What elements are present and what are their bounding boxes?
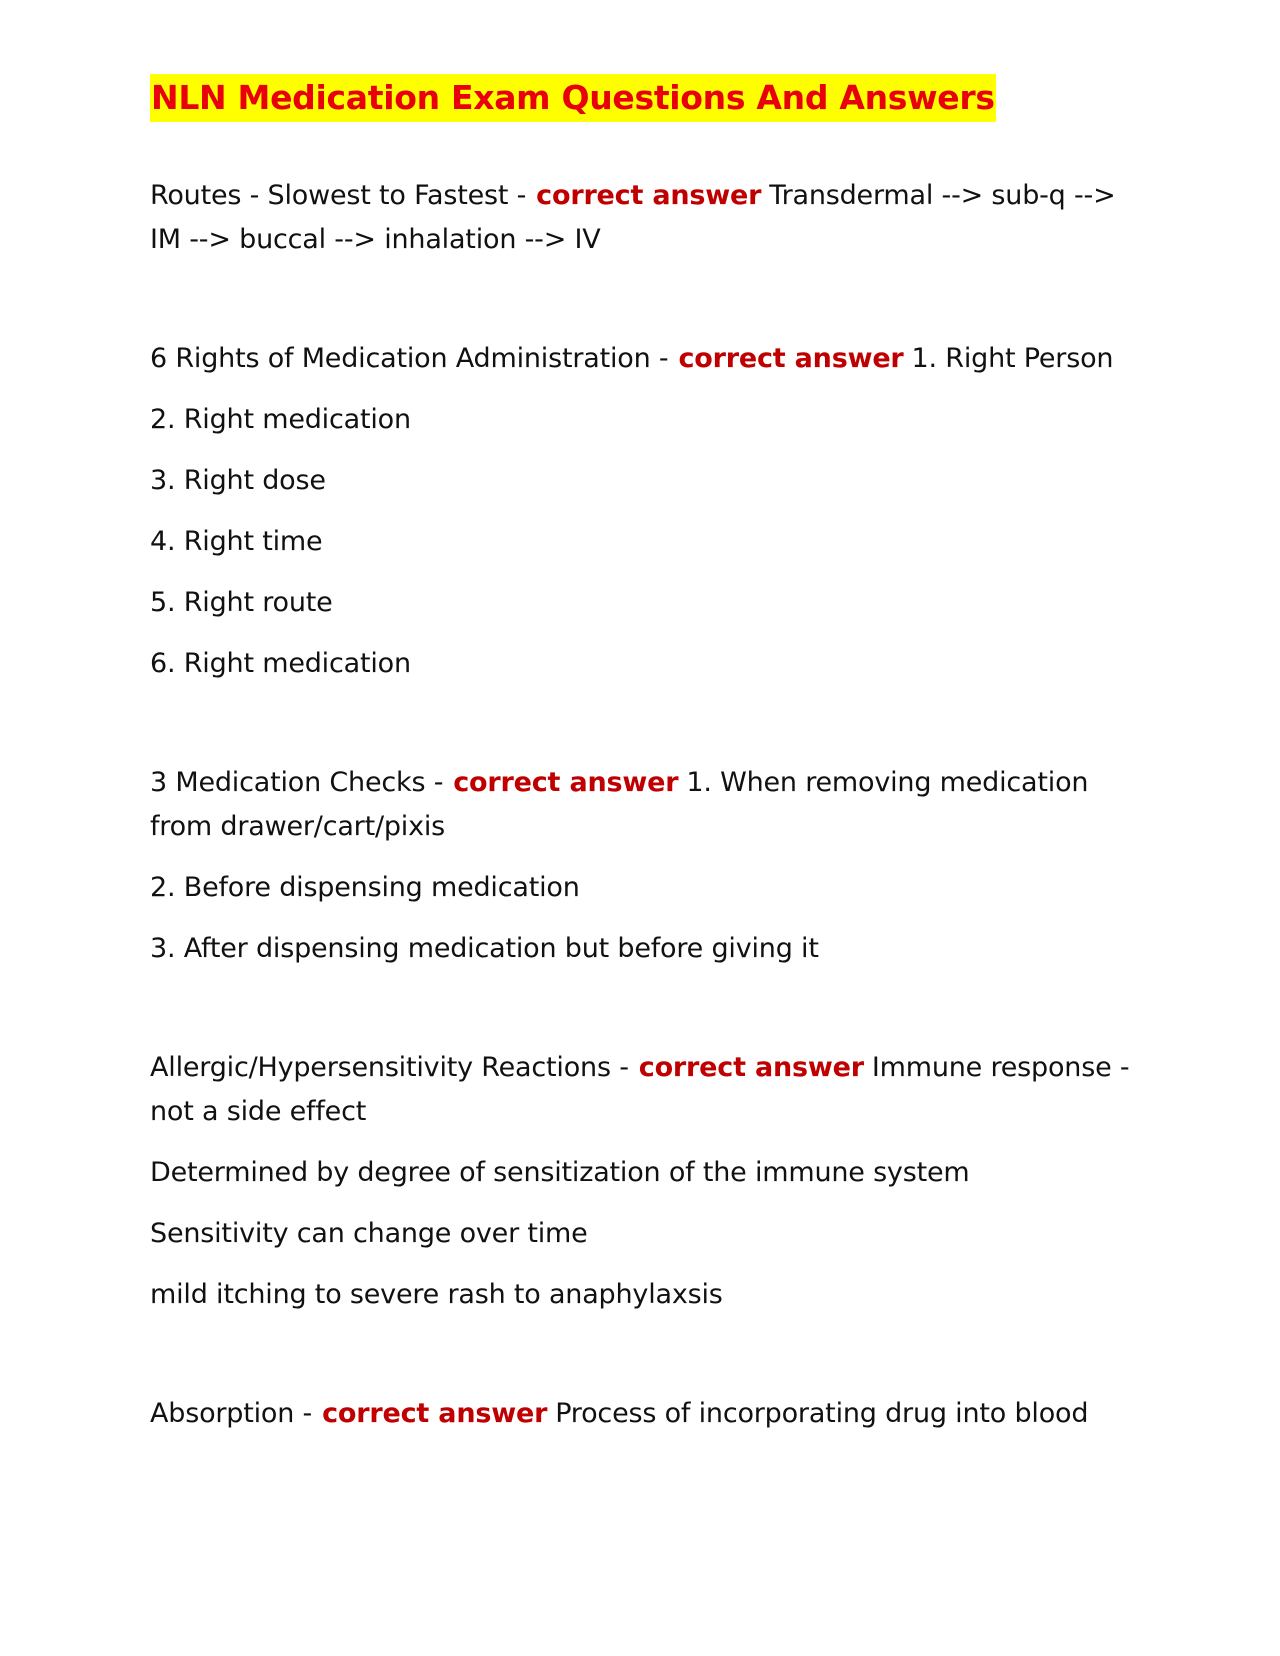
answer-line: 4. Right time — [150, 526, 323, 557]
answer-line: 6. Right medication — [150, 648, 411, 679]
answer-line: Sensitivity can change over time — [150, 1218, 588, 1249]
answer-line: 3. Right dose — [150, 465, 326, 496]
answer-text: 1. When removing medication from drawer/cart/pixis — [150, 767, 1089, 842]
question-text: Allergic/Hypersensitivity Reactions - — [150, 1052, 629, 1083]
correct-answer-label: correct answer — [322, 1398, 548, 1429]
qa-first-line — [150, 1392, 1130, 1436]
document-title: NLN Medication Exam Questions And Answers — [150, 74, 996, 122]
qa-absorption — [150, 1392, 1130, 1436]
answer-line: Determined by degree of sensitization of the immune system — [150, 1157, 970, 1188]
document-content — [150, 74, 1130, 1436]
qa-first-line — [150, 174, 1130, 262]
question-text: 6 Rights of Medication Administration - — [150, 343, 669, 374]
answer-line: mild itching to severe rash to anaphylaxsis — [150, 1279, 723, 1310]
qa-first-line — [150, 1046, 1130, 1134]
answer-line: 3. After dispensing medication but before giving it — [150, 933, 819, 964]
qa-routes — [150, 174, 1130, 262]
qa-first-line — [150, 337, 1130, 381]
answer-text: Transdermal --> sub-q --> IM --> buccal --> inhalation --> IV — [150, 180, 1116, 255]
correct-answer-label: correct answer — [638, 1052, 864, 1083]
qa-allergic-reactions — [150, 1046, 1130, 1317]
qa-six-rights — [150, 337, 1130, 686]
answer-text: Process of incorporating drug into blood — [555, 1398, 1089, 1429]
answer-line: 5. Right route — [150, 587, 333, 618]
question-text: 3 Medication Checks - — [150, 767, 444, 798]
qa-medication-checks — [150, 761, 1130, 971]
correct-answer-label: correct answer — [536, 180, 762, 211]
answer-text: Immune response - not a side effect — [150, 1052, 1130, 1127]
question-text: Routes - Slowest to Fastest - — [150, 180, 527, 211]
correct-answer-label: correct answer — [678, 343, 904, 374]
answer-text: 1. Right Person — [911, 343, 1114, 374]
correct-answer-label: correct answer — [453, 767, 679, 798]
qa-first-line — [150, 761, 1130, 849]
question-text: Absorption - — [150, 1398, 313, 1429]
answer-line: 2. Right medication — [150, 404, 411, 435]
answer-line: 2. Before dispensing medication — [150, 872, 580, 903]
